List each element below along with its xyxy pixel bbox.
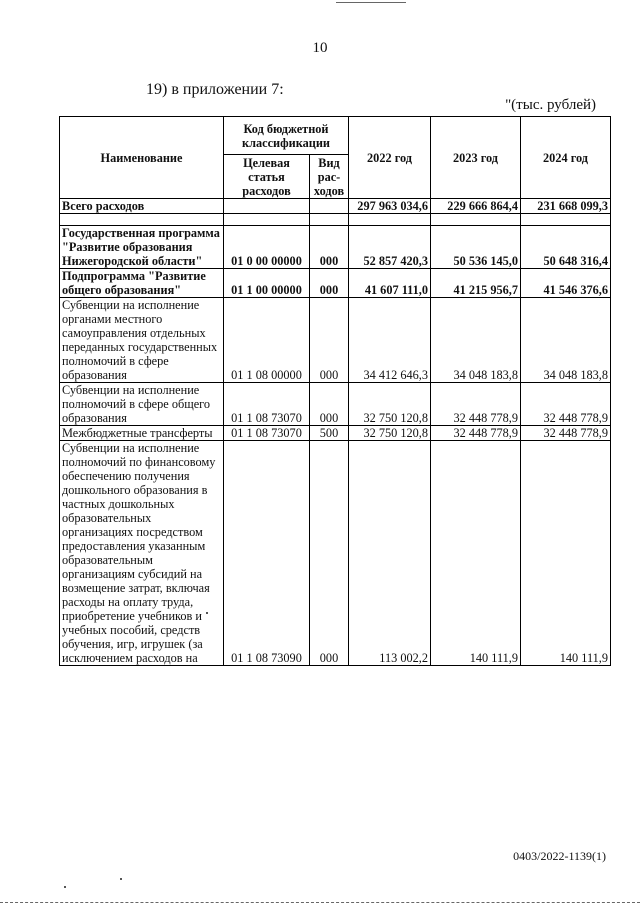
- row-target-article: 01 1 08 73070: [224, 426, 310, 441]
- row-value-2022: 297 963 034,6: [349, 199, 431, 214]
- row-value-2023: [431, 214, 521, 226]
- row-value-2023: 32 448 778,9: [431, 426, 521, 441]
- scan-speck: [64, 886, 66, 888]
- row-name: Подпрограмма "Развитие общего образования": [60, 269, 224, 298]
- header-name: Наименование: [60, 117, 224, 199]
- row-value-2022: [349, 214, 431, 226]
- page-number: 10: [312, 40, 328, 56]
- row-value-2023: 34 048 183,8: [431, 298, 521, 383]
- row-target-article: 01 1 08 73090: [224, 441, 310, 666]
- scan-speck: [120, 878, 122, 880]
- scan-artifact-top: [336, 2, 406, 3]
- scan-artifact-bottom: [0, 902, 640, 903]
- header-2022: 2022 год: [349, 117, 431, 199]
- row-target-article: [224, 199, 310, 214]
- row-expense-type: 000: [310, 269, 349, 298]
- footer-code: 0403/2022-1139(1): [513, 849, 606, 863]
- row-expense-type: 000: [310, 383, 349, 426]
- row-expense-type: [310, 199, 349, 214]
- row-value-2023: 32 448 778,9: [431, 383, 521, 426]
- header-expense-type: Вид рас- ходов: [310, 155, 349, 199]
- table-body: [60, 199, 611, 666]
- row-name: [60, 214, 224, 226]
- row-value-2024: 41 546 376,6: [521, 269, 611, 298]
- row-expense-type: 000: [310, 441, 349, 666]
- row-name: Межбюджетные трансферты: [60, 426, 224, 441]
- row-value-2022: 113 002,2: [349, 441, 431, 666]
- table-row: [60, 441, 611, 666]
- row-target-article: 01 1 08 73070: [224, 383, 310, 426]
- row-value-2024: 34 048 183,8: [521, 298, 611, 383]
- row-value-2023: 50 536 145,0: [431, 226, 521, 269]
- row-value-2024: 50 648 316,4: [521, 226, 611, 269]
- row-expense-type: 500: [310, 426, 349, 441]
- row-value-2022: 34 412 646,3: [349, 298, 431, 383]
- table-row: [60, 383, 611, 426]
- row-name: Субвенции на исполнение полномочий в сфере общего образования: [60, 383, 224, 426]
- row-expense-type: [310, 214, 349, 226]
- table-row: [60, 298, 611, 383]
- row-name: Субвенции на исполнение органами местного самоуправления отдельных переданных государственных полномочий в сфере образования: [60, 298, 224, 383]
- table-row: [60, 199, 611, 214]
- table-row: [60, 426, 611, 441]
- row-target-article: 01 0 00 00000: [224, 226, 310, 269]
- row-target-article: [224, 214, 310, 226]
- row-value-2024: 231 668 099,3: [521, 199, 611, 214]
- row-value-2022: 52 857 420,3: [349, 226, 431, 269]
- header-2023: 2023 год: [431, 117, 521, 199]
- header-2024: 2024 год: [521, 117, 611, 199]
- row-target-article: 01 1 08 00000: [224, 298, 310, 383]
- row-value-2022: 32 750 120,8: [349, 426, 431, 441]
- row-target-article: 01 1 00 00000: [224, 269, 310, 298]
- row-value-2024: 32 448 778,9: [521, 383, 611, 426]
- row-value-2023: 140 111,9: [431, 441, 521, 666]
- units-label: "(тыс. рублей): [505, 97, 596, 113]
- header-code-group: Код бюджетной классификации: [224, 117, 349, 155]
- row-name: Государственная программа "Развитие образования Нижегородской области": [60, 226, 224, 269]
- row-value-2022: 41 607 111,0: [349, 269, 431, 298]
- row-value-2023: 41 215 956,7: [431, 269, 521, 298]
- row-value-2024: 32 448 778,9: [521, 426, 611, 441]
- intro-text: 19) в приложении 7:: [146, 81, 284, 98]
- row-expense-type: 000: [310, 298, 349, 383]
- table-row: [60, 226, 611, 269]
- budget-table: [59, 116, 611, 666]
- row-value-2023: 229 666 864,4: [431, 199, 521, 214]
- table-row: [60, 214, 611, 226]
- row-value-2024: [521, 214, 611, 226]
- row-name: Субвенции на исполнение полномочий по финансовому обеспечению получения дошкольного образования в частных дошкольных образовательных организациях посредством предоставления указанным образовательным организациям субсидий на возмещение затрат, включая расходы на оплату труда, приобретение учебников и учебных пособий, средств обучения, игр, игрушек (за исключением расходов на: [60, 441, 224, 666]
- scan-speck: [206, 612, 208, 614]
- header-target-article: Целевая статья расходов: [224, 155, 310, 199]
- row-value-2022: 32 750 120,8: [349, 383, 431, 426]
- row-name: Всего расходов: [60, 199, 224, 214]
- table-row: [60, 269, 611, 298]
- row-value-2024: 140 111,9: [521, 441, 611, 666]
- row-expense-type: 000: [310, 226, 349, 269]
